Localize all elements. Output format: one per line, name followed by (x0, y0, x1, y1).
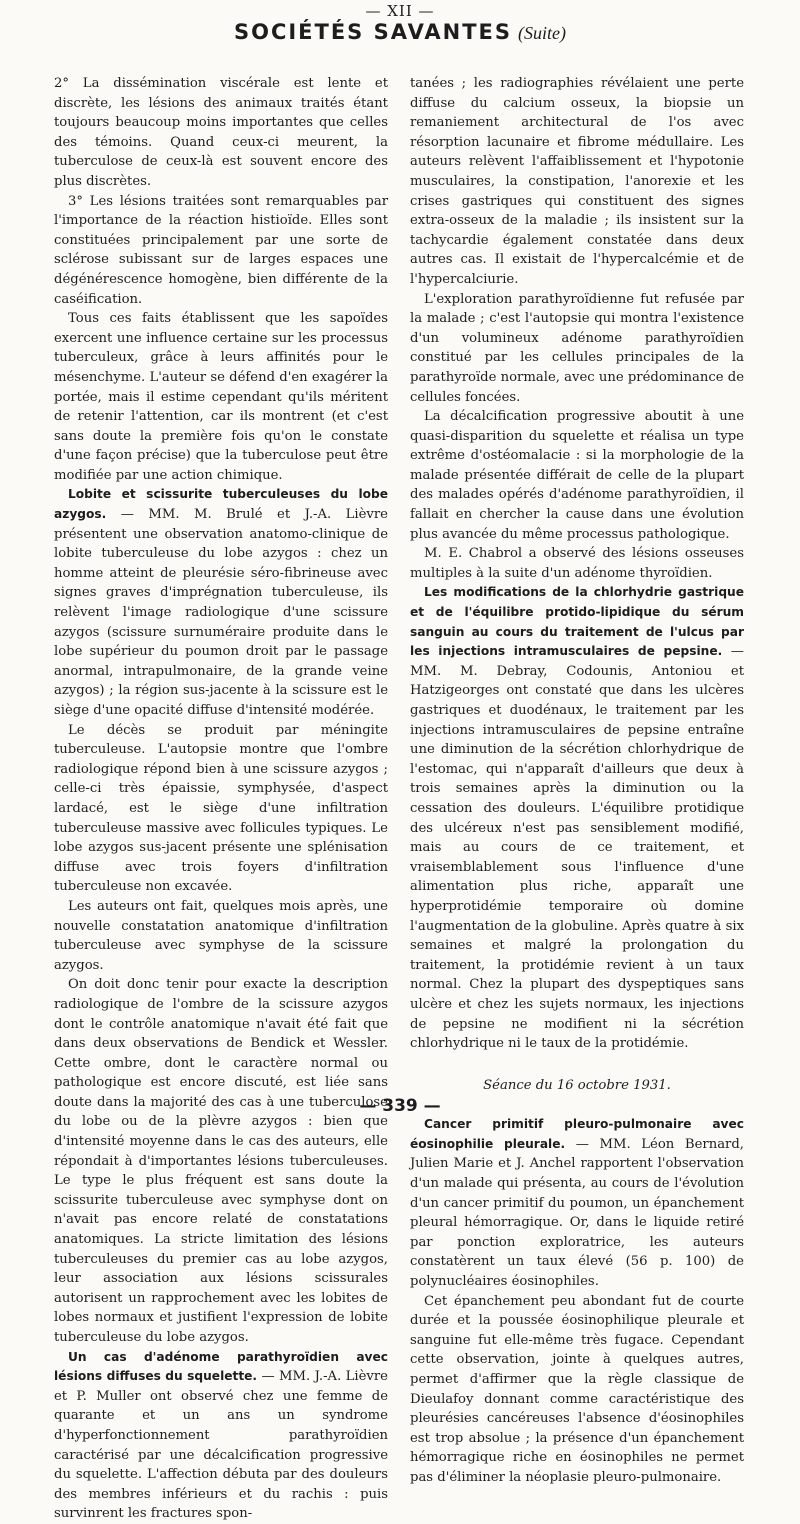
article-title: Cancer primitif pleuro-pulmonaire avec éosinophilie pleurale. (410, 1117, 744, 1151)
paragraph: M. E. Chabrol a observé des lésions osseuses multiples à la suite d'un adénome thyroïdien. (410, 546, 744, 581)
article-title: Les modifications de la chlorhydrie gastrique et de l'équilibre protido-lipidique du sérum sanguin au cours du traitement de l'ulcus par les injections intramusculaires de pepsine. (410, 585, 744, 659)
page-number: — 339 — (359, 1096, 441, 1116)
paragraph: La décalcification progressive aboutit à une quasi-disparition du squelette et réalisa un type extrême d'ostéomalacie : si la morphologie de la malade présentée différait de celle de la plupart des malades opérés d'adénome parathyroïdien, il fallait en chercher la cause dans une évolution plus avancée du même processus pathologique. (410, 409, 744, 542)
paragraph: Le décès se produit par méningite tuberculeuse. L'autopsie montre que l'ombre radiologique répond bien à une scissure azygos ; celle-ci très épaissie, symphysée, d'aspect lardacé, est le siège d'une infiltration tuberculeuse massive avec follicules typiques. Le lobe azygos sus-jacent présente une splénisation diffuse avec trois foyers d'infiltration tuberculeuse non excavée. (54, 722, 388, 895)
article-cancer (410, 1115, 744, 1291)
page-number-roman: — XII — (365, 2, 435, 20)
paragraph: 3° Les lésions traitées sont remarquables par l'importance de la réaction histioïde. Elles sont constituées principalement par une sorte de sclérose subissant sur de larges espaces une dégénérescence homogène, bien différente de la caséification. (54, 193, 388, 307)
paragraph: Tous ces faits établissent que les sapoïdes exercent une influence certaine sur les processus tuberculeux, grâce à leurs affinités pour le mésenchyme. L'auteur se défend d'en exagérer la portée, mais il estime cependant qu'ils méritent de retenir l'attention, car ils montrent (et c'est sans doute la première fois qu'on le constate d'une façon précise) que la tuberculose peut être modifiée par une action chimique. (54, 311, 388, 483)
section-suite: (Suite) (518, 23, 567, 43)
paragraph: Cet épanchement peu abondant fut de courte durée et la poussée éosinophilique pleurale et sanguine fut elle-même très fugace. Cependant cette observation, jointe à quelques autres, permet d'affirmer que la règle classique de Dieulafoy donnant comme caractéristique des pleurésies cancéreuses l'absence d'éosinophiles est trop absolue ; la présence d'un épanchement hémorragique riche en éosinophiles ne permet pas d'éliminer la néoplasie pleuro-pulmonaire. (410, 1293, 744, 1485)
left-column (54, 74, 388, 1524)
right-column (410, 74, 744, 1488)
article-lobite (54, 485, 388, 720)
article-body: — MM. J.-A. Lièvre et P. Muller ont observé chez une femme de quarante et un ans un syndrome d'hyperfonctionnement parathyroïdien caractérisé par une décalcification progressive du squelette. L'affection débuta par des douleurs des membres inférieurs et du rachis : puis survinrent les fractures spon- (54, 1369, 388, 1522)
article-chlorhydrie (410, 583, 744, 1053)
article-title: Un cas d'adénome parathyroïdien avec lésions diffuses du squelette. (54, 1349, 388, 1384)
paragraph: On doit donc tenir pour exacte la description radiologique de l'ombre de la scissure azygos dont le contrôle anatomique n'avait été fait que dans deux observations de Bendick et Wessler. Cette ombre, dont le caractère normal ou pathologique est encore discuté, est liée sans doute dans la majorité des cas à une tuberculose du lobe ou de la plèvre azygos : bien que d'intensité moyenne dans le cas des auteurs, elle répondait à d'importantes lésions tuberculeuses. Le type le plus fréquent est sans doute la scissurite tuberculeuse avec symphyse dont on n'avait pas encore relaté de constatations anatomiques. La stricte limitation des lésions tuberculeuses du premier cas au lobe azygos, leur association aux lésions scissurales autorisent un rapprochement avec les lobites de lobes normaux et justifient l'expression de lobite tuberculeuse du lobe azygos. (54, 977, 388, 1345)
paragraph: L'exploration parathyroïdienne fut refusée par la malade ; c'est l'autopsie qui montra l'existence d'un volumineux adénome parathyroïdien constitué par les cellules principales de la parathyroïde normale, avec une prédominance de cellules foncées. (410, 291, 744, 405)
paragraph: Les auteurs ont fait, quelques mois après, une nouvelle constatation anatomique d'infiltration tuberculeuse avec symphyse de la scissure azygos. (54, 898, 388, 973)
article-body: — MM. Léon Bernard, Julien Marie et J. Anchel rapportent l'observation d'un malade qui présenta, au cours de l'évolution d'un cancer primitif du poumon, un épanchement pleural hémorragique. Or, dans le liquide retiré par ponction exploratrice, les auteurs constatèrent un taux élevé (56 p. 100) de polynucléaires éosinophiles. (410, 1136, 744, 1290)
session-date: Séance du 16 octobre 1931. (483, 1077, 671, 1093)
page-header (0, 20, 800, 44)
article-title: Lobite et scissurite tuberculeuses du lobe azygos. (54, 487, 388, 522)
paragraph: tanées ; les radiographies révélaient une perte diffuse du calcium osseux, la biopsie un remaniement architectural de l'os avec résorption lacunaire et fibrome médullaire. Les auteurs relèvent l'affaiblissement et l'hypotonie musculaires, la constipation, l'anorexie et les crises gastriques qui constituent des signes extra-osseux de la maladie ; ils insistent sur la tachycardie également constatée dans deux autres cas. Il existait de l'hypercalcémie et de l'hypercalciurie. (410, 76, 744, 287)
article-body: — MM. M. Debray, Codounis, Antoniou et Hatzigeorges ont constaté que dans les ulcères gastriques et duodénaux, le traitement par les injections intramusculaires de pepsine entraîne une diminution de la sécrétion chlorhydrique de l'estomac, qui n'apparaît d'ailleurs que deux à trois semaines après la diminution ou la cessation des douleurs. L'équilibre protidique des ulcéreux n'est pas sensiblement modifié, mais au cours de ce traitement, et vraisemblablement sous l'influence d'une alimentation plus riche, apparaît une hyperprotidémie temporaire où domine l'augmentation de la globuline. Après quatre à six semaines et malgré la prolongation du traitement, la protidémie revient à un taux normal. Chez la plupart des dyspeptiques sans ulcère et chez les sujets normaux, les injections de pepsine ne modifient ni la sécrétion chlorhydrique ni le taux de la protidémie. (410, 644, 745, 1052)
paragraph: 2° La dissémination viscérale est lente et discrète, les lésions des animaux traités étant toujours beaucoup moins importantes que celles des témoins. Quand ceux-ci meurent, la tuberculose de ceux-là est souvent encore des plus discrètes. (54, 76, 388, 189)
article-body: — MM. M. Brulé et J.-A. Lièvre présentent une observation anatomo-clinique de lobite tuberculeuse du lobe azygos : chez un homme atteint de pleurésie séro-fibrineuse avec signes graves d'imprégnation tuberculeuse, ils relèvent l'image radiologique d'une scissure azygos (scissure surnuméraire produite dans le lobe supérieur du poumon droit par le passage anormal, intrapulmonaire, de la grande veine azygos) ; la région sus-jacente à la scissure est le siège d'une opacité diffuse d'intensité modérée. (54, 507, 388, 718)
section-title: SOCIÉTÉS SAVANTES (233, 20, 513, 44)
article-adenome (54, 1348, 388, 1524)
